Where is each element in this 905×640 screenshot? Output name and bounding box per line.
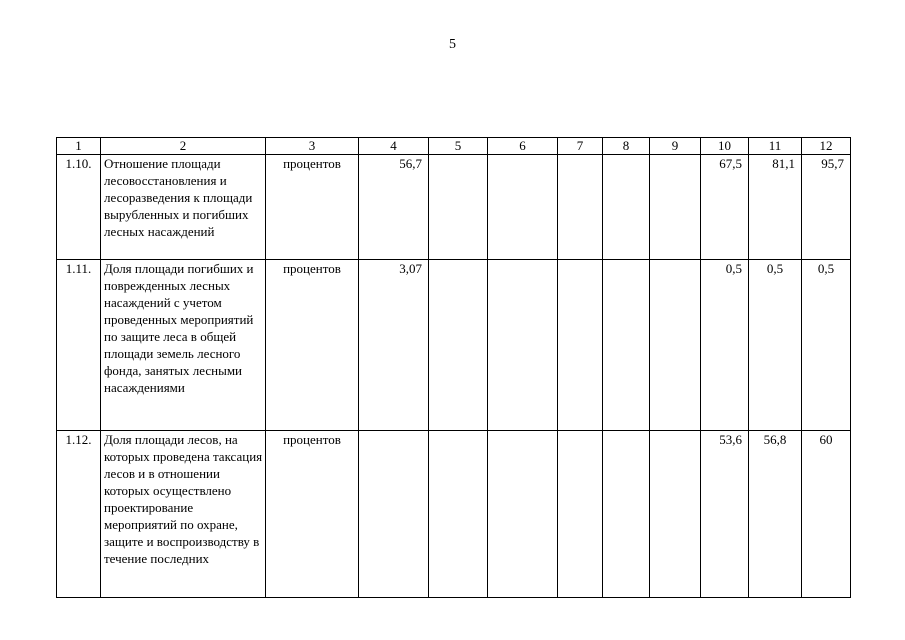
value-cell-5: [429, 260, 488, 431]
value-cell-7: [558, 155, 603, 260]
header-cell: 4: [359, 138, 429, 155]
table-row: [57, 431, 851, 598]
value-cell-8: [603, 431, 650, 598]
header-cell: 5: [429, 138, 488, 155]
value-cell-8: [603, 260, 650, 431]
value-cell-6: [488, 431, 558, 598]
value-cell-6: [488, 155, 558, 260]
value-cell-4: 56,7: [359, 155, 429, 260]
value-cell-9: [650, 260, 701, 431]
row-number: 1.10.: [57, 155, 101, 260]
indicators-table: [56, 137, 851, 598]
indicator-name: Отношение площади лесовосстановления и лесоразведения к площади вырубленных и погибших лесных насаждений: [101, 155, 266, 260]
indicator-name: Доля площади лесов, на которых проведена таксация лесов и в отношении которых осуществлено проектирование мероприятий по охране, защите и воспроизводству в течение последних: [101, 431, 266, 598]
table-row: [57, 260, 851, 431]
unit-cell: процентов: [266, 431, 359, 598]
value-cell-6: [488, 260, 558, 431]
value-cell-4: 3,07: [359, 260, 429, 431]
value-cell-12: 95,7: [802, 155, 851, 260]
value-cell-10: 53,6: [701, 431, 749, 598]
header-cell: 9: [650, 138, 701, 155]
value-cell-12: 0,5: [802, 260, 851, 431]
header-cell: 3: [266, 138, 359, 155]
value-cell-9: [650, 155, 701, 260]
unit-cell: процентов: [266, 155, 359, 260]
row-number: 1.12.: [57, 431, 101, 598]
value-cell-12: 60: [802, 431, 851, 598]
value-cell-11: 56,8: [749, 431, 802, 598]
header-cell: 12: [802, 138, 851, 155]
value-cell-5: [429, 431, 488, 598]
header-cell: 11: [749, 138, 802, 155]
header-cell: 8: [603, 138, 650, 155]
header-cell: 6: [488, 138, 558, 155]
value-cell-9: [650, 431, 701, 598]
value-cell-10: 0,5: [701, 260, 749, 431]
unit-cell: процентов: [266, 260, 359, 431]
value-cell-5: [429, 155, 488, 260]
value-cell-7: [558, 431, 603, 598]
header-cell: 1: [57, 138, 101, 155]
value-cell-11: 81,1: [749, 155, 802, 260]
value-cell-7: [558, 260, 603, 431]
page-number: 5: [449, 37, 456, 52]
table-row: [57, 155, 851, 260]
header-cell: 7: [558, 138, 603, 155]
value-cell-4: [359, 431, 429, 598]
header-cell: 2: [101, 138, 266, 155]
value-cell-10: 67,5: [701, 155, 749, 260]
table-header-row: [57, 138, 851, 155]
value-cell-11: 0,5: [749, 260, 802, 431]
header-cell: 10: [701, 138, 749, 155]
indicator-name: Доля площади погибших и поврежденных лесных насаждений с учетом проведенных мероприятий по защите леса в общей площади земель лесного фонда, занятых лесными насаждениями: [101, 260, 266, 431]
row-number: 1.11.: [57, 260, 101, 431]
value-cell-8: [603, 155, 650, 260]
